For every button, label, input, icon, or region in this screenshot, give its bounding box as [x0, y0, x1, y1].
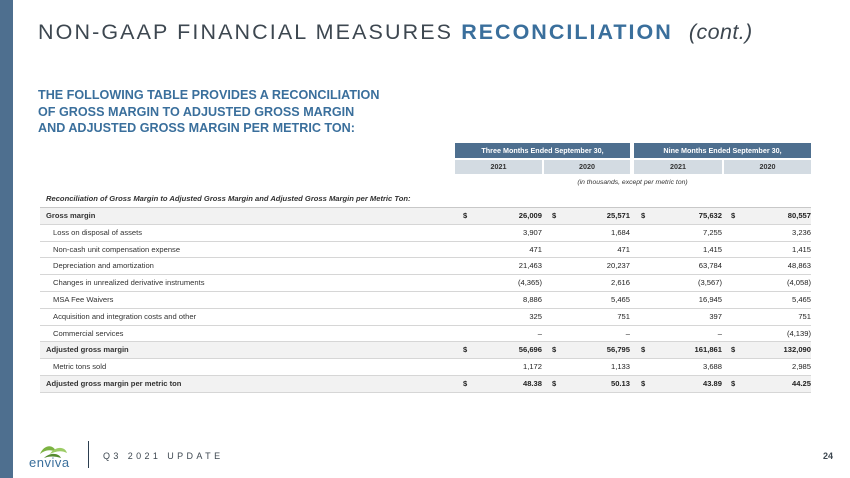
header-year: 2020 [724, 160, 811, 174]
left-accent-bar [0, 0, 13, 478]
subtitle-line: THE FOLLOWING TABLE PROVIDES A RECONCILIATION [38, 88, 380, 102]
logo-text: enviva [29, 455, 70, 470]
cell-value: 43.89 [702, 378, 722, 388]
currency-symbol: $ [552, 211, 557, 220]
table-row [40, 292, 811, 309]
cell-value: 8,886 [522, 294, 542, 304]
page-title [38, 20, 753, 45]
cell-value: 25,571 [606, 211, 630, 220]
cell-value: 2,616 [610, 278, 630, 288]
subtitle [38, 87, 458, 137]
table-row [40, 359, 811, 376]
cell-value: 80,557 [787, 211, 811, 220]
cell-value: 21,463 [518, 261, 542, 271]
cell-value: 50.13 [610, 378, 630, 388]
cell-value: 161,861 [694, 345, 722, 355]
row-label: Metric tons sold [53, 362, 107, 372]
title-cont: (cont.) [688, 20, 753, 44]
row-label: MSA Fee Waivers [53, 294, 114, 304]
units-note: (in thousands, except per metric ton) [577, 179, 688, 186]
row-label: Adjusted gross margin [46, 345, 129, 355]
cell-value: 48.38 [522, 378, 542, 388]
cell-value: (4,365) [517, 278, 542, 288]
cell-value: 751 [617, 311, 630, 321]
cell-value: (3,567) [697, 278, 722, 288]
currency-symbol: $ [552, 378, 557, 388]
currency-symbol: $ [463, 211, 468, 220]
cell-value: 56,795 [606, 345, 630, 355]
cell-value: 3,236 [791, 227, 811, 237]
cell-value: 751 [798, 311, 811, 321]
cell-value: 1,415 [702, 244, 722, 254]
row-label: Depreciation and amortization [53, 261, 154, 271]
table-row [40, 309, 811, 326]
cell-value: 16,945 [698, 294, 722, 304]
cell-value: 3,688 [702, 362, 722, 372]
cell-value: 63,784 [698, 261, 722, 271]
header-year: 2020 [544, 160, 630, 174]
table-row [40, 376, 811, 393]
cell-value: 56,696 [518, 345, 542, 355]
row-label: Commercial services [53, 328, 124, 338]
header-nine-months: Nine Months Ended September 30, [634, 143, 811, 158]
header-year: 2021 [634, 160, 722, 174]
currency-symbol: $ [731, 345, 736, 355]
title-bold: RECONCILIATION [461, 20, 673, 44]
cell-value: 1,172 [522, 362, 542, 372]
cell-value: 48,863 [787, 261, 811, 271]
table-row [40, 225, 811, 242]
cell-value: 1,415 [791, 244, 811, 254]
cell-value: 471 [529, 244, 542, 254]
reconciliation-label: Reconciliation of Gross Margin to Adjusted Gross Margin and Adjusted Gross Margin per Metric Ton: [46, 194, 411, 203]
row-label: Non-cash unit compensation expense [53, 244, 181, 254]
header-three-months: Three Months Ended September 30, [455, 143, 630, 158]
cell-value: 44.25 [791, 378, 811, 388]
table-row [40, 275, 811, 292]
table-row [40, 326, 811, 343]
table-row [40, 342, 811, 359]
subtitle-line: AND ADJUSTED GROSS MARGIN PER METRIC TON: [38, 121, 355, 135]
footer-divider [88, 441, 89, 468]
currency-symbol: $ [641, 378, 646, 388]
currency-symbol: $ [641, 211, 646, 220]
page-number: 24 [822, 451, 833, 461]
row-label: Acquisition and integration costs and other [53, 311, 197, 321]
row-label: Loss on disposal of assets [53, 227, 143, 237]
cell-value: 5,465 [791, 294, 811, 304]
cell-value: 397 [709, 311, 722, 321]
cell-value: 75,632 [698, 211, 722, 220]
cell-value: 20,237 [606, 261, 630, 271]
currency-symbol: $ [463, 378, 468, 388]
cell-value: – [537, 328, 542, 338]
currency-symbol: $ [641, 345, 646, 355]
currency-symbol: $ [731, 378, 736, 388]
table-row [40, 242, 811, 259]
currency-symbol: $ [552, 345, 557, 355]
currency-symbol: $ [731, 211, 736, 220]
cell-value: 1,684 [610, 227, 630, 237]
row-label: Changes in unrealized derivative instruments [53, 278, 205, 288]
table-row [40, 208, 811, 225]
cell-value: 3,907 [522, 227, 542, 237]
reconciliation-table [40, 207, 811, 393]
currency-symbol: $ [463, 345, 468, 355]
row-label: Adjusted gross margin per metric ton [46, 378, 182, 388]
cell-value: 26,009 [518, 211, 542, 220]
cell-value: 325 [529, 311, 542, 321]
cell-value: 1,133 [610, 362, 630, 372]
header-year: 2021 [455, 160, 542, 174]
cell-value: (4,139) [786, 328, 811, 338]
cell-value: 7,255 [702, 227, 722, 237]
cell-value: 5,465 [610, 294, 630, 304]
cell-value: – [625, 328, 630, 338]
cell-value: – [717, 328, 722, 338]
cell-value: 471 [617, 244, 630, 254]
title-main: NON-GAAP FINANCIAL MEASURES [38, 20, 454, 44]
footer-update-label: Q3 2021 UPDATE [103, 451, 224, 461]
cell-value: (4,058) [786, 278, 811, 288]
cell-value: 132,090 [783, 345, 811, 355]
cell-value: 2,985 [791, 362, 811, 372]
subtitle-line: OF GROSS MARGIN TO ADJUSTED GROSS MARGIN [38, 104, 355, 119]
row-label: Gross margin [46, 211, 96, 220]
table-row [40, 258, 811, 275]
